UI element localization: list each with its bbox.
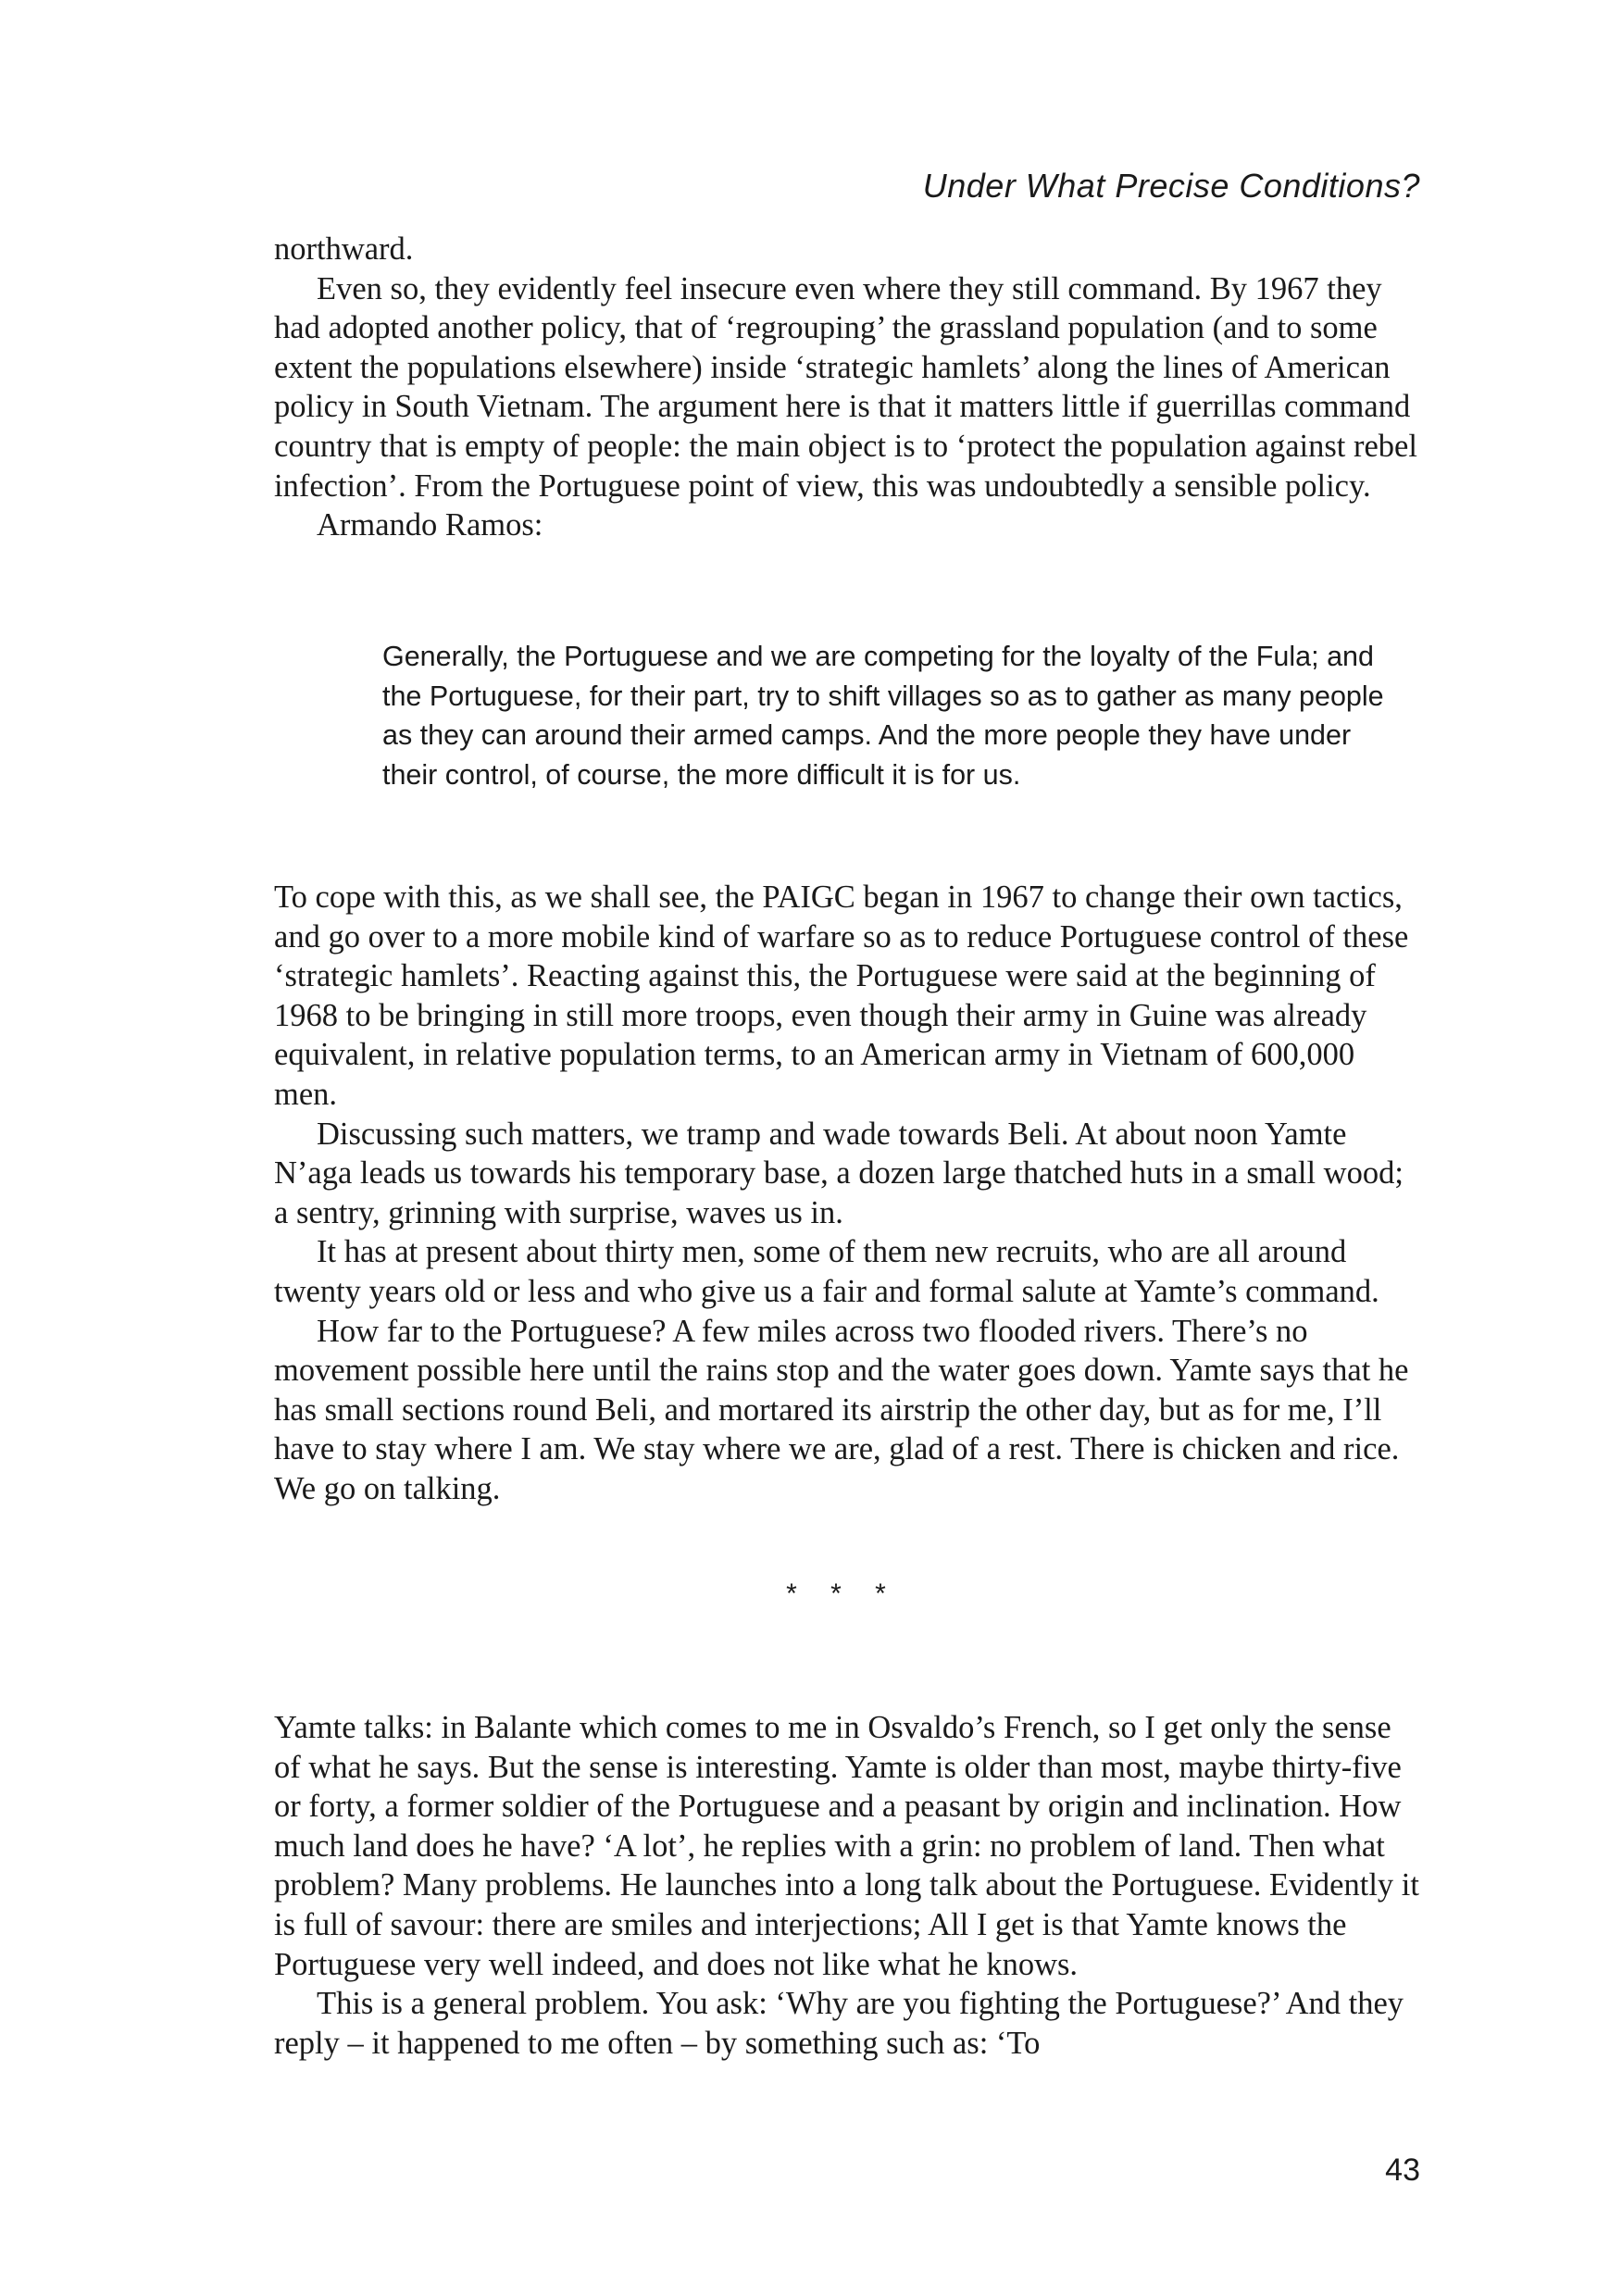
paragraph-7: How far to the Portuguese? A few miles across two flooded rivers. There’s no movement possible here until the rains stop and the water goes down. Yamte says that he has small sections round Beli, and mortared its airstrip the other day, but as for me, I’ll have to stay where I am. We stay where we are, glad of a rest. There is chicken and rice. We go on talking. xyxy=(274,1313,1409,1506)
block-quote xyxy=(382,637,1410,794)
body-text-upper xyxy=(274,230,1422,545)
paragraph-6: It has at present about thirty men, some of them new recruits, who are all around twenty years old or less and who give us a fair and formal salute at Yamte’s command. xyxy=(274,1234,1379,1309)
paragraph-1: northward. xyxy=(274,231,414,267)
quote-text: Generally, the Portuguese and we are competing for the loyalty of the Fula; and the Portuguese, for their part, try to shift villages so as to gather as many people as they can around their armed camps. And the more people they have under their control, of course, the more difficult it is for us. xyxy=(382,641,1384,791)
paragraph-8: Yamte talks: in Balante which comes to me in Osvaldo’s French, so I get only the sense of what he says. But the sense is interesting. Yamte is older than most, maybe thirty-five or forty, a former soldier of the Portuguese and a peasant by origin and inclination. How much land does he have? ‘A lot’, he replies with a grin: no problem of land. Then what problem? Many problems. He launches into a long talk about the Portuguese. Evidently it is full of savour: there are smiles and interjections; All I get is that Yamte knows the Portuguese very well indeed, and does not like what he knows. xyxy=(274,1710,1419,1982)
paragraph-3: Armando Ramos: xyxy=(317,507,543,543)
paragraph-9: This is a general problem. You ask: ‘Why are you fighting the Portuguese?’ And they reply – it happened to me often – by something such as: ‘To xyxy=(274,1986,1404,2061)
paragraph-4: To cope with this, as we shall see, the PAIGC began in 1967 to change their own tactics, and go over to a more mobile kind of warfare so as to reduce Portuguese control of these ‘strategic hamlets’. Reacting against this, the Portuguese were said at the beginning of 1968 to be bringing in still more troops, even though their army in Guine was already equivalent, in relative population terms, to an American army in Vietnam of 600,000 men. xyxy=(274,880,1409,1112)
running-head: Under What Precise Conditions? xyxy=(922,167,1420,205)
body-text-middle xyxy=(274,878,1422,1509)
paragraph-5: Discussing such matters, we tramp and wade towards Beli. At about noon Yamte N’aga leads us towards his temporary base, a dozen large thatched huts in a small wood; a sentry, grinning with surprise, waves us in. xyxy=(274,1116,1404,1230)
page-number: 43 xyxy=(1385,2152,1420,2188)
section-break-asterism: * * * xyxy=(786,1578,899,1609)
paragraph-2: Even so, they evidently feel insecure even where they still command. By 1967 they had adopted another policy, that of ‘regrouping’ the grassland population (and to some extent the populations elsewhere) inside ‘strategic hamlets’ along the lines of American policy in South Vietnam. The argument here is that it matters little if guerrillas command country that is empty of people: the main object is to ‘protect the population against rebel infection’. From the Portuguese point of view, this was undoubtedly a sensible policy. xyxy=(274,270,1417,504)
body-text-lower xyxy=(274,1708,1422,2063)
